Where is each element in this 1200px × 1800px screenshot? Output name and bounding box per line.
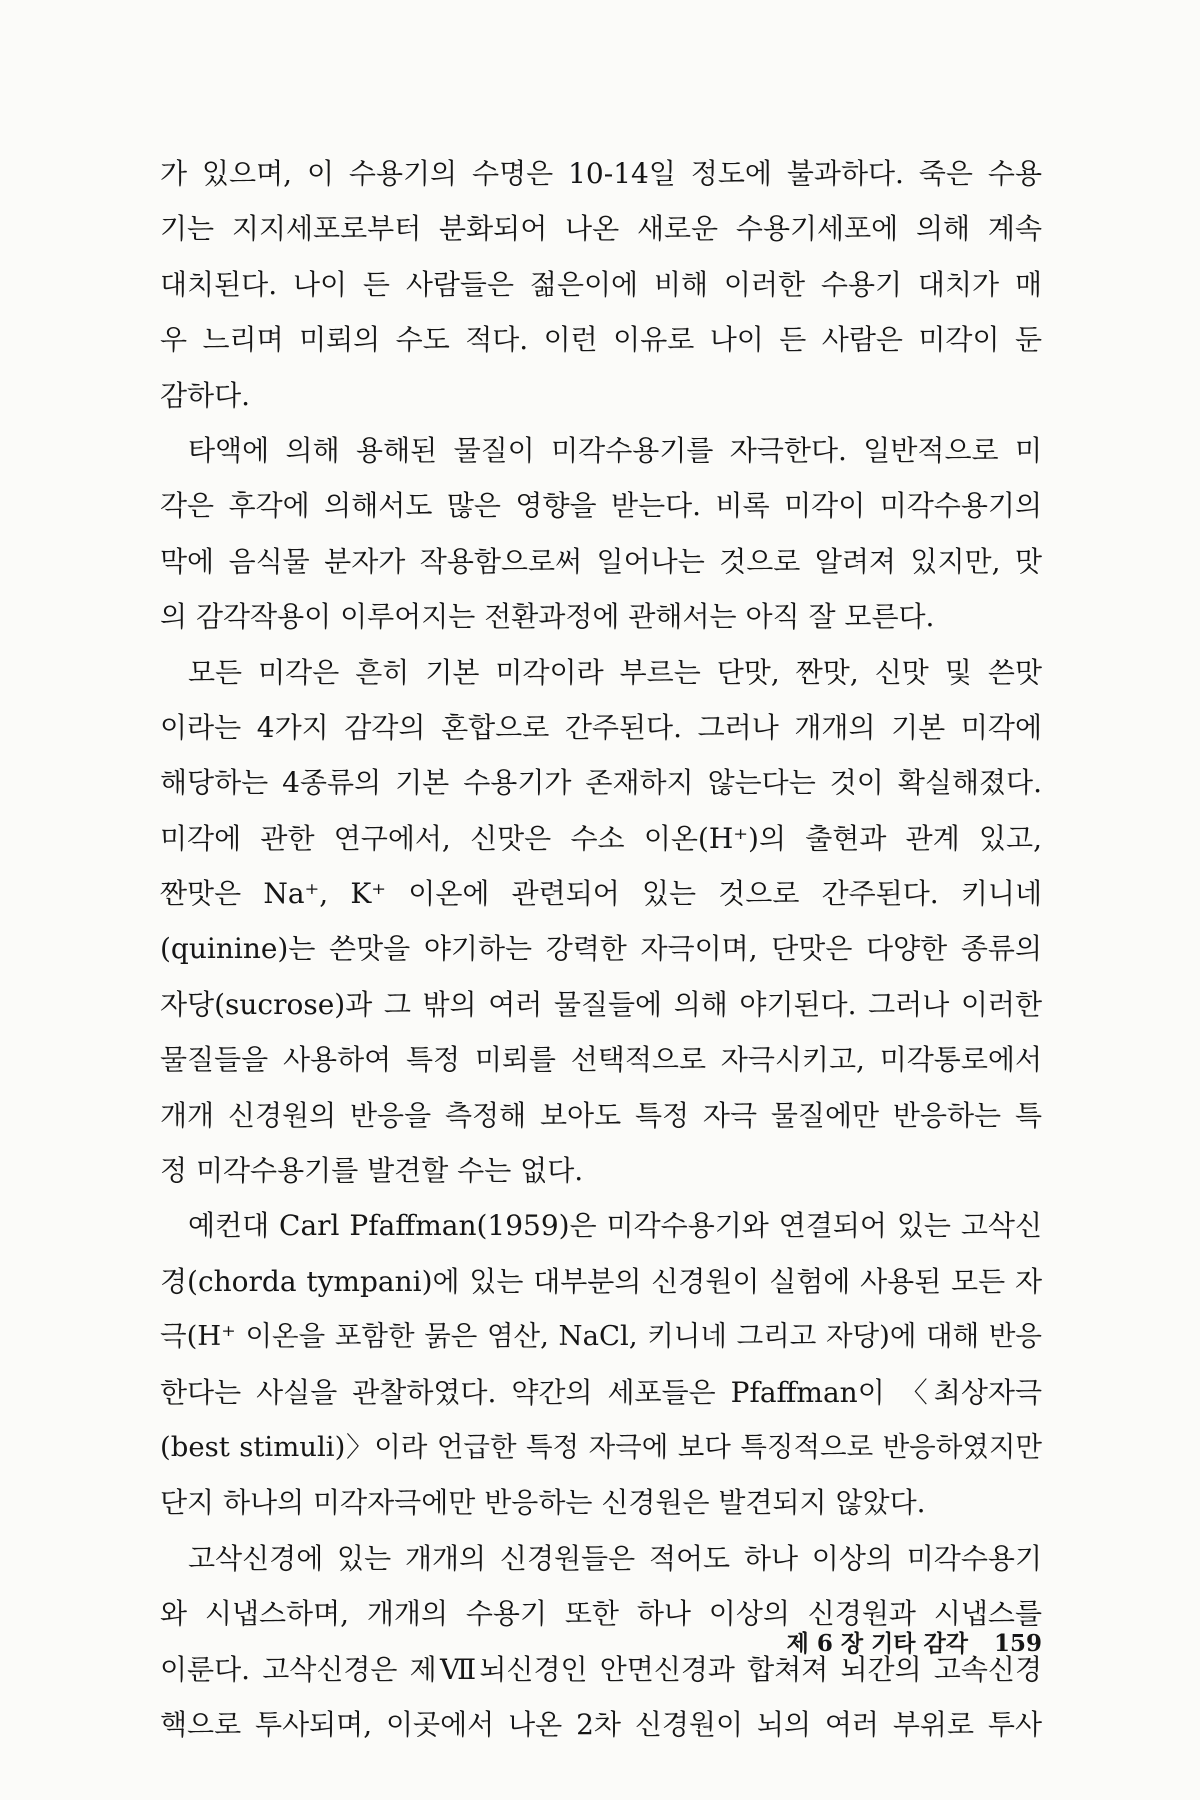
chapter-title: 제 6 장 기타 감각	[786, 1630, 968, 1657]
text-line: 개개 신경원의 반응을 측정해 보아도 특정 자극 물질에만 반응하는 특	[160, 1098, 1042, 1132]
text-line: 우 느리며 미뢰의 수도 적다. 이런 이유로 나이 든 사람은 미각이 둔	[160, 323, 1042, 357]
text-line: 짠맛은 Na⁺, K⁺ 이온에 관련되어 있는 것으로 간주된다. 키니네	[160, 877, 1042, 911]
text-line: 의 감각작용이 이루어지는 전환과정에 관해서는 아직 잘 모른다.	[160, 600, 935, 634]
text-line: 미각에 관한 연구에서, 신맛은 수소 이온(H⁺)의 출현과 관계 있고,	[160, 821, 1042, 855]
page-number: 159	[993, 1630, 1042, 1657]
text-line: 와 시냅스하며, 개개의 수용기 또한 하나 이상의 신경원과 시냅스를	[160, 1597, 1042, 1631]
text-line: 단지 하나의 미각자극에만 반응하는 신경원은 발견되지 않았다.	[160, 1486, 926, 1520]
text-line: 각은 후각에 의해서도 많은 영향을 받는다. 비록 미각이 미각수용기의	[160, 489, 1042, 523]
text-line: 한다는 사실을 관찰하였다. 약간의 세포들은 Pfaffman이 〈최상자극	[160, 1375, 1042, 1409]
page-footer	[736, 1624, 1042, 1664]
text-line: 극(H⁺ 이온을 포함한 묽은 염산, NaCl, 키니네 그리고 자당)에 대해 반응	[160, 1320, 1042, 1353]
text-line: 해당하는 4종류의 기본 수용기가 존재하지 않는다는 것이 확실해졌다.	[160, 766, 1042, 800]
text-line: 정 미각수용기를 발견할 수는 없다.	[160, 1154, 584, 1188]
text-line: 모든 미각은 흔히 기본 미각이라 부르는 단맛, 짠맛, 신맛 및 쓴맛	[188, 655, 1042, 689]
paragraph	[160, 146, 1042, 423]
text-line: 물질들을 사용하여 특정 미뢰를 선택적으로 자극시키고, 미각통로에서	[160, 1043, 1042, 1077]
text-line: (quinine)는 쓴맛을 야기하는 강력한 자극이며, 단맛은 다양한 종류의	[160, 932, 1042, 966]
text-line: 가 있으며, 이 수용기의 수명은 10-14일 정도에 불과하다. 죽은 수용	[160, 157, 1042, 190]
text-line: 이라는 4가지 감각의 혼합으로 간주된다. 그러나 개개의 기본 미각에	[160, 710, 1042, 744]
text-line: (best stimuli)〉이라 언급한 특정 자극에 보다 특징적으로 반응하였지만	[160, 1430, 1042, 1463]
body-text	[160, 146, 1042, 1752]
text-line: 기는 지지세포로부터 분화되어 나온 새로운 수용기세포에 의해 계속	[160, 212, 1042, 246]
text-line: 경(chorda tympani)에 있는 대부분의 신경원이 실험에 사용된 모든 자	[160, 1264, 1042, 1298]
text-line: 막에 음식물 분자가 작용함으로써 일어나는 것으로 알려져 있지만, 맛	[160, 544, 1042, 578]
text-line: 대치된다. 나이 든 사람들은 젊은이에 비해 이러한 수용기 대치가 매	[160, 267, 1042, 301]
text-line: 타액에 의해 용해된 물질이 미각수용기를 자극한다. 일반적으로 미	[188, 433, 1042, 467]
text-line: 감하다.	[160, 378, 251, 412]
text-line: 고삭신경에 있는 개개의 신경원들은 적어도 하나 이상의 미각수용기	[188, 1541, 1042, 1575]
paragraph	[160, 423, 1042, 645]
paragraph	[160, 1198, 1042, 1530]
paragraph	[160, 645, 1042, 1199]
text-line: 핵으로 투사되며, 이곳에서 나온 2차 신경원이 뇌의 여러 부위로 투사	[160, 1707, 1042, 1741]
text-line: 이룬다. 고삭신경은 제Ⅶ뇌신경인 안면신경과 합쳐져 뇌간의 고속신경	[160, 1652, 1042, 1686]
text-line: 예컨대 Carl Pfaffman(1959)은 미각수용기와 연결되어 있는 고삭신	[188, 1209, 1042, 1243]
text-line: 자당(sucrose)과 그 밖의 여러 물질들에 의해 야기된다. 그러나 이러한	[160, 987, 1042, 1021]
